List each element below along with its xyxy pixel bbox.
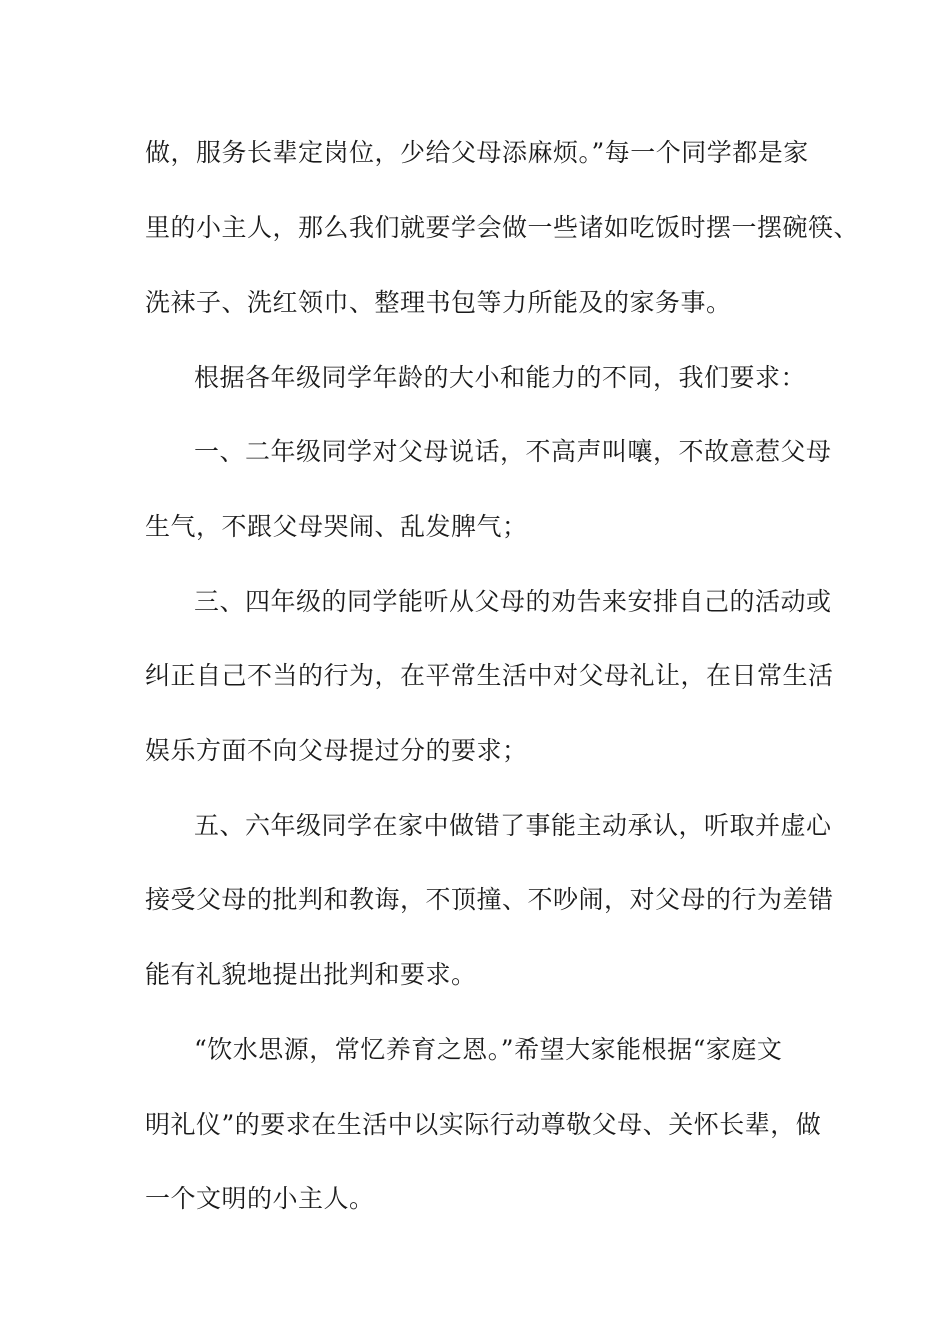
text-line: 接受父母的批判和教诲，不顶撞、不吵闹，对父母的行为差错 [145, 885, 834, 914]
text-line: 一个文明的小主人。 [145, 1184, 375, 1213]
text-line: 娱乐方面不向父母提过分的要求； [145, 736, 528, 765]
text-line: 根据各年级同学年龄的大小和能力的不同，我们要求： [194, 363, 807, 392]
text-line: 生气，不跟父母哭闹、乱发脾气； [145, 512, 528, 541]
text-line: 能有礼貌地提出批判和要求。 [145, 960, 477, 989]
text-line: 里的小主人，那么我们就要学会做一些诸如吃饭时摆一摆碗筷、 [145, 213, 860, 242]
text-line: 做，服务长辈定岗位，少给父母添麻烦。”每一个同学都是家 [145, 138, 809, 167]
text-line: 五、六年级同学在家中做错了事能主动承认，听取并虚心 [194, 811, 832, 840]
text-line: 三、四年级的同学能听从父母的劝告来安排自己的活动或 [194, 587, 832, 616]
text-line: 纠正自己不当的行为，在平常生活中对父母礼让，在日常生活 [145, 661, 834, 690]
text-line: 洗袜子、洗红领巾、整理书包等力所能及的家务事。 [145, 288, 732, 317]
text-line: 一、二年级同学对父母说话，不高声叫嚷，不故意惹父母 [194, 437, 832, 466]
text-line: “饮水思源，常忆养育之恩。”希望大家能根据“家庭文 [194, 1035, 783, 1064]
text-line: 明礼仪”的要求在生活中以实际行动尊敬父母、关怀长辈，做 [145, 1110, 822, 1139]
